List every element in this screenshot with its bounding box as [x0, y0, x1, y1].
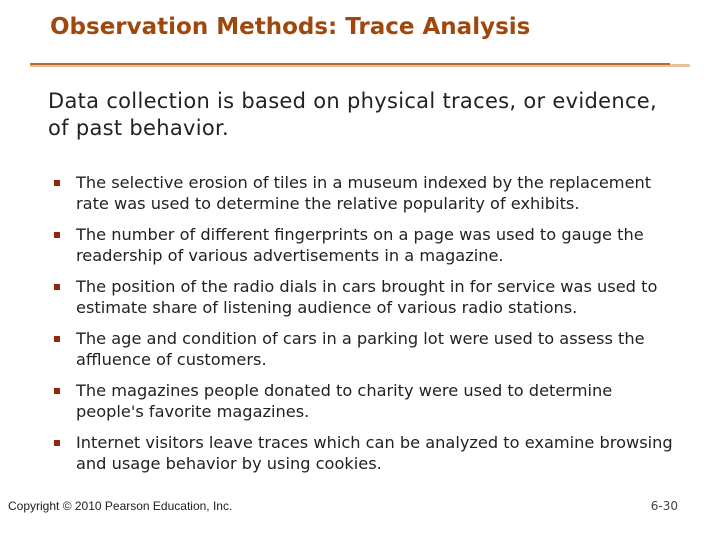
list-item	[54, 224, 684, 266]
list-item	[54, 328, 684, 370]
list-item-text: The age and condition of cars in a parking lot were used to assess the affluence of customers.	[76, 329, 645, 369]
list-item-text: The position of the radio dials in cars brought in for service was used to estimate share of listening audience of various radio stations.	[76, 277, 658, 317]
bullet-list	[54, 172, 684, 484]
title-divider-dark	[30, 63, 670, 65]
list-item	[54, 432, 684, 474]
list-item	[54, 172, 684, 214]
list-item	[54, 276, 684, 318]
list-item	[54, 380, 684, 422]
square-bullet-icon	[54, 232, 60, 238]
square-bullet-icon	[54, 284, 60, 290]
list-item-text: The number of different fingerprints on a page was used to gauge the readership of various advertisements in a magazine.	[76, 225, 644, 265]
square-bullet-icon	[54, 336, 60, 342]
page-number: 6-30	[650, 499, 678, 513]
square-bullet-icon	[54, 440, 60, 446]
square-bullet-icon	[54, 388, 60, 394]
slide-title: Observation Methods: Trace Analysis	[50, 14, 531, 40]
list-item-text: The magazines people donated to charity were used to determine people's favorite magazines.	[76, 381, 613, 421]
list-item-text: Internet visitors leave traces which can be analyzed to examine browsing and usage behavior by using cookies.	[76, 433, 673, 473]
list-item-text: The selective erosion of tiles in a museum indexed by the replacement rate was used to determine the relative popularity of exhibits.	[76, 173, 652, 213]
intro-text: Data collection is based on physical traces, or evidence, of past behavior.	[48, 89, 657, 140]
square-bullet-icon	[54, 180, 60, 186]
copyright-notice: Copyright © 2010 Pearson Education, Inc.	[8, 499, 233, 513]
